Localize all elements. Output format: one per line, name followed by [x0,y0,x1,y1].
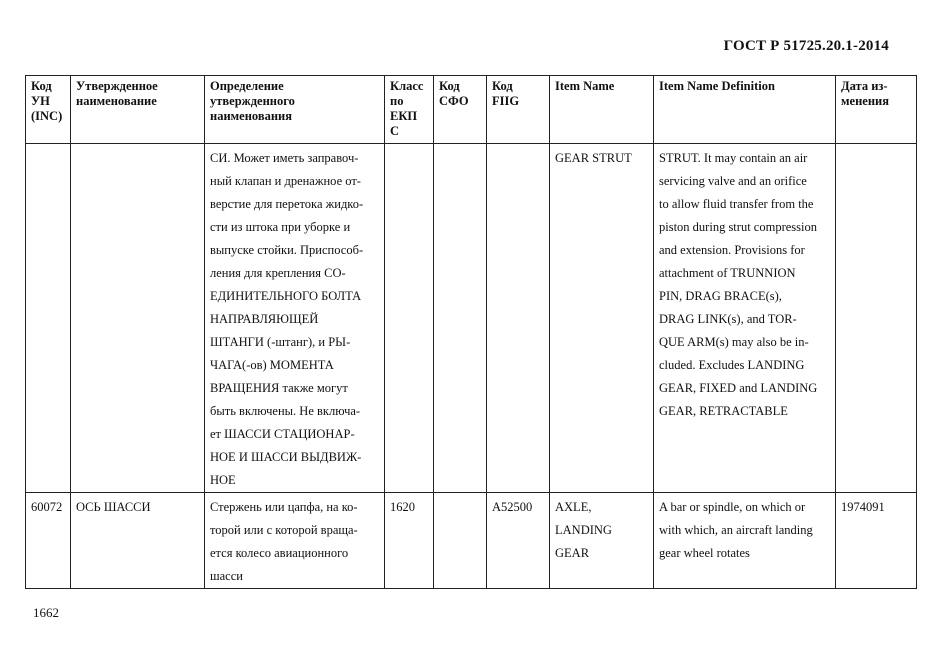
cell-inc [26,144,71,493]
cell-class: 1620 [385,493,434,589]
header-definition: Определение утвержденного наименования [205,76,385,144]
header-sfo: Код СФО [434,76,487,144]
page-number: 1662 [33,605,59,620]
table-row [26,144,917,493]
cell-change-date [836,144,917,493]
table-row [26,493,917,589]
cell-definition: СИ. Может иметь заправоч- ный клапан и дренажное от- верстие для перетока жидко- сти из штока при уборке и выпуске стойки. Приспособ- ления для крепления СО- ЕДИНИТЕЛЬНОГО БОЛТА НАПРАВЛЯЮЩЕЙ ШТАНГИ (-штанг), и РЫ- ЧАГА(-ов) МОМЕНТА ВРАЩЕНИЯ также могут быть включены. Не включа- ет ШАССИ СТАЦИОНАР- НОЕ И ШАССИ ВЫДВИЖ- НОЕ [205,144,385,493]
cell-change-date: 1974091 [836,493,917,589]
cell-fiig: A52500 [487,493,550,589]
cell-item-name: AXLE, LANDING GEAR [550,493,654,589]
header-approved-name: Утвержденное наименование [71,76,205,144]
header-change-date: Дата из- менения [836,76,917,144]
cell-inc: 60072 [26,493,71,589]
cell-sfo [434,493,487,589]
cell-approved-name [71,144,205,493]
cell-approved-name: ОСЬ ШАССИ [71,493,205,589]
cell-item-name: GEAR STRUT [550,144,654,493]
cell-definition: Стержень или цапфа, на ко- торой или с которой враща- ется колесо авиационного шасси [205,493,385,589]
header-item-definition: Item Name Definition [654,76,836,144]
cell-item-definition: A bar or spindle, on which or with which, an aircraft landing gear wheel rotates [654,493,836,589]
cell-fiig [487,144,550,493]
header-item-name: Item Name [550,76,654,144]
cell-item-definition: STRUT. It may contain an air servicing valve and an orifice to allow fluid transfer from the piston during strut compression and extension. Provisions for attachment of TRUNNION PIN, DRAG BRACE(s), DRAG LINK(s), and TOR- QUE ARM(s) may also be in- cluded. Excludes LANDING GEAR, FIXED and LANDING GEAR, RETRACTABLE [654,144,836,493]
cell-sfo [434,144,487,493]
header-class: Класс по ЕКП С [385,76,434,144]
cell-class [385,144,434,493]
header-inc: Код УН (INC) [26,76,71,144]
document-code: ГОСТ Р 51725.20.1-2014 [723,38,889,54]
header-fiig: Код FIIG [487,76,550,144]
table-header-row [26,76,917,144]
specification-table [25,75,917,589]
